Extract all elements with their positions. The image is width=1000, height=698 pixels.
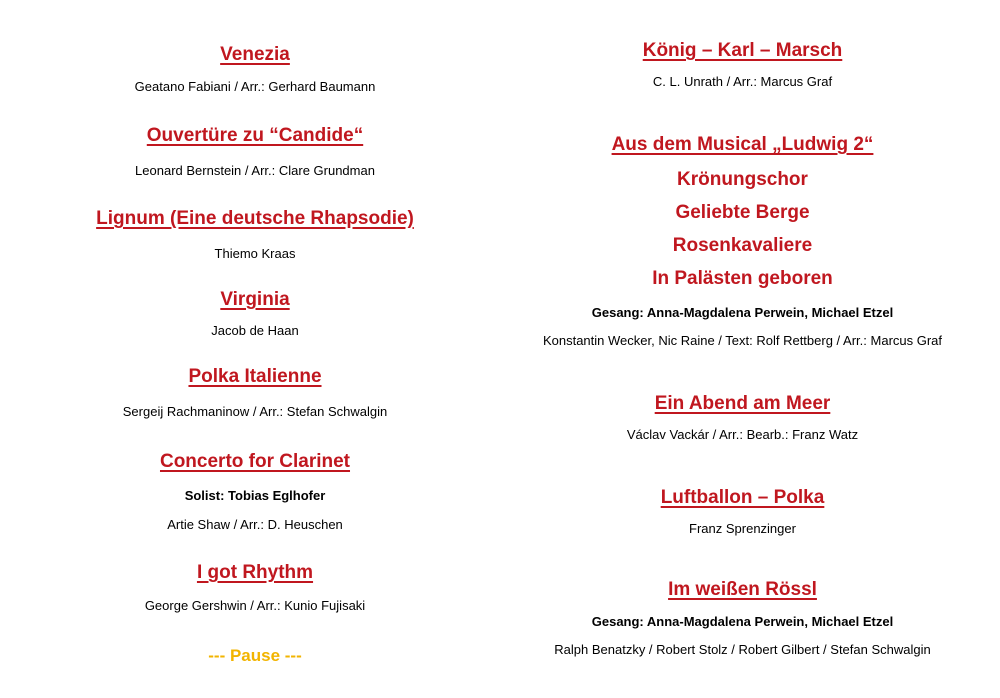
soloist: Solist: Tobias Eglhofer [184,488,326,503]
piece-credit: Geatano Fabiani / Arr.: Gerhard Baumann [134,79,376,94]
piece-title: Concerto for Clarinet [159,451,351,472]
piece-title: I got Rhythm [196,562,314,583]
piece-title: König – Karl – Marsch [642,40,843,61]
piece-title: Polka Italienne [188,366,322,387]
piece-credit: Ralph Benatzky / Robert Stolz / Robert Gilbert / Stefan Schwalgin [554,642,931,657]
piece-title: Aus dem Musical „Ludwig 2“ [611,134,874,155]
piece-credit: Thiemo Kraas [214,246,296,261]
piece-credit: Artie Shaw / Arr.: D. Heuschen [167,517,343,532]
song-title: Rosenkavaliere [672,235,813,256]
piece-credit: C. L. Unrath / Arr.: Marcus Graf [652,74,833,89]
singers: Gesang: Anna-Magdalena Perwein, Michael Etzel [591,614,894,629]
song-title: In Palästen geboren [652,268,833,289]
piece-credit: Sergeij Rachmaninow / Arr.: Stefan Schwalgin [122,404,388,419]
piece-title: Venezia [220,44,290,65]
piece-title: Im weißen Rössl [668,579,817,600]
piece-credit: Václav Vackár / Arr.: Bearb.: Franz Watz [626,427,859,442]
piece-title: Virginia [220,289,290,310]
piece-credit: Konstantin Wecker, Nic Raine / Text: Rolf Rettberg / Arr.: Marcus Graf [542,333,943,348]
piece-title: Lignum (Eine deutsche Rhapsodie) [96,208,414,229]
piece-title: Ein Abend am Meer [654,393,831,414]
intermission-label: --- Pause --- [208,646,302,665]
song-title: Krönungschor [677,169,808,190]
piece-credit: Jacob de Haan [211,323,299,338]
piece-credit: George Gershwin / Arr.: Kunio Fujisaki [144,598,366,613]
piece-credit: Leonard Bernstein / Arr.: Clare Grundman [135,163,375,178]
piece-credit: Franz Sprenzinger [689,521,796,536]
piece-title: Luftballon – Polka [660,487,825,508]
song-title: Geliebte Berge [675,202,810,223]
piece-title: Ouvertüre zu “Candide“ [146,125,364,146]
singers: Gesang: Anna-Magdalena Perwein, Michael Etzel [591,305,894,320]
